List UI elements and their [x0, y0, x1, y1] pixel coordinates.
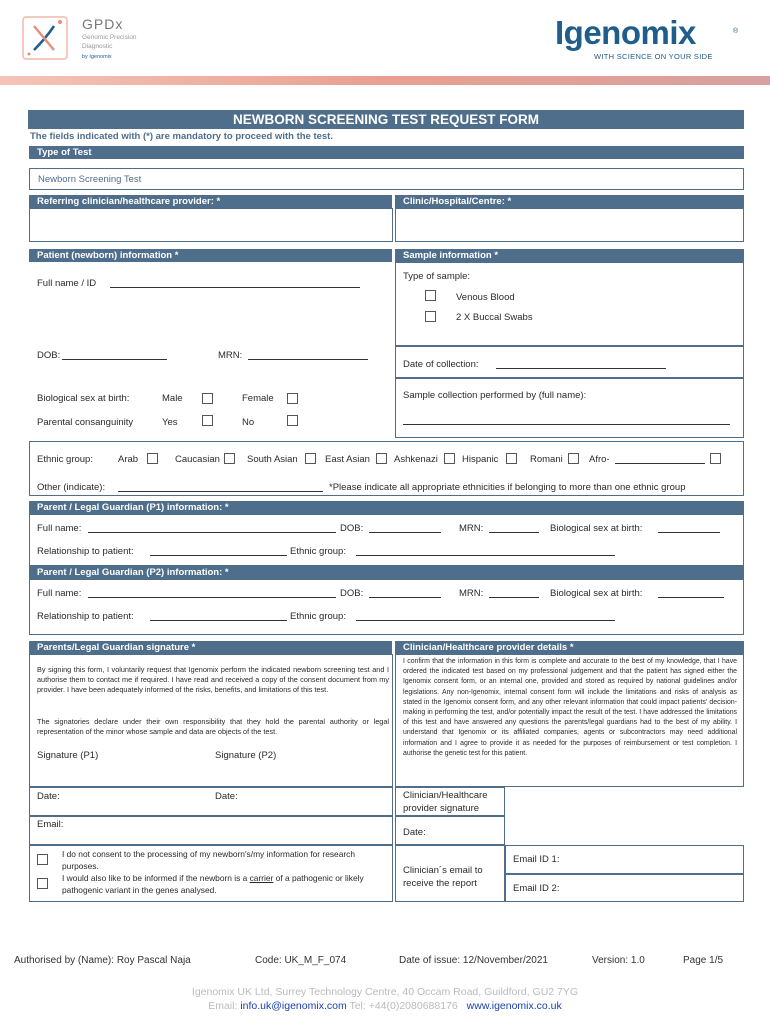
- clinician-signature-label-1: Clinician/Healthcare: [403, 790, 488, 801]
- consent-option-2: [62, 872, 392, 896]
- p1-full-name-line[interactable]: [88, 532, 336, 533]
- romani-checkbox[interactable]: [568, 453, 579, 464]
- clinician-declaration: I confirm that the information in this form is complete and accurate to the best of my knowledge, that I have ordered the indicated test based on my professional judgement and that the patient has signed either the Igenomix consent form, or an internal one, provided and stored as required by national guidelines and/or legislations. Any non-Igenomix, internal consent form will include the limitations and risks of analysis as stated in the Igenomix consent form, and any other relevant information that could impact patients' decision-making in performing the test, and/or potentially impact the result of the test. I have addressed the limitations of this test and have answered any questions the parents/legal guardians had to the best of my ability. I understand that Igenomix or its affiliated companies, agents or subcontractors may need additional information and I agree to provide it as needed for the purposes of reimbursement or test completion. I authorise the genetic test for this patient.: [403, 658, 737, 757]
- signature-p1-label: Signature (P1): [37, 750, 99, 761]
- mandatory-note: The fields indicated with (*) are mandatory to proceed with the test.: [30, 131, 333, 142]
- email-label: Email:: [37, 819, 64, 830]
- p1-header: Parent / Legal Guardian (P1) information: *: [29, 501, 744, 514]
- ethnicity-ashkenazi: Ashkenazi: [394, 454, 438, 465]
- carrier-info-checkbox[interactable]: [37, 878, 48, 889]
- p1-bio-sex-line[interactable]: [658, 532, 720, 533]
- p1-relationship-label: Relationship to patient:: [37, 546, 134, 557]
- date-of-collection-label: Date of collection:: [403, 359, 479, 370]
- consanguinity-label: Parental consanguinity: [37, 417, 134, 428]
- footer-page: Page 1/5: [683, 955, 724, 966]
- consent-text-2: The signatories declare under their own responsibility that they hold the parental authority or legal representation of the minor whose sample and data are objects of the test.: [37, 717, 389, 737]
- arab-checkbox[interactable]: [147, 453, 158, 464]
- p2-full-name-line[interactable]: [88, 597, 336, 598]
- type-of-test-header: Type of Test: [29, 146, 744, 159]
- venous-blood-checkbox[interactable]: [425, 290, 436, 301]
- p2-dob-label: DOB:: [340, 588, 364, 599]
- female-label: Female: [242, 393, 274, 404]
- buccal-swabs-label: 2 X Buccal Swabs: [456, 312, 533, 323]
- east-asian-checkbox[interactable]: [376, 453, 387, 464]
- igenomix-tagline: WITH SCIENCE ON YOUR SIDE: [594, 52, 713, 61]
- p2-header: Parent / Legal Guardian (P2) information: *: [29, 566, 744, 579]
- clinician-email-label-2: receive the report: [403, 878, 477, 889]
- other-indicate-label: Other (indicate):: [37, 482, 106, 493]
- header-stripe: [0, 76, 770, 85]
- clinic-field[interactable]: [395, 208, 744, 242]
- referring-clinician-field[interactable]: [29, 208, 393, 242]
- date-box: [29, 787, 393, 816]
- male-checkbox[interactable]: [202, 393, 213, 404]
- email-box[interactable]: [29, 816, 393, 845]
- p1-box: [29, 514, 744, 566]
- email-id-2-label: Email ID 2:: [513, 883, 560, 894]
- male-label: Male: [162, 393, 183, 404]
- p2-bio-sex-line[interactable]: [658, 597, 724, 598]
- signature-p2-label: Signature (P2): [215, 750, 277, 761]
- date-of-collection-line[interactable]: [496, 368, 666, 369]
- bio-sex-label: Biological sex at birth:: [37, 393, 130, 404]
- form-title: NEWBORN SCREENING TEST REQUEST FORM: [28, 110, 744, 129]
- footer-authorised: Authorised by (Name): Roy Pascal Naja: [14, 955, 191, 966]
- patient-header: Patient (newborn) information *: [29, 249, 392, 262]
- research-optout-checkbox[interactable]: [37, 854, 48, 865]
- ethnicity-east-asian: East Asian: [325, 454, 370, 465]
- p1-date-label: Date:: [37, 791, 60, 802]
- p2-relationship-label: Relationship to patient:: [37, 611, 134, 622]
- gpdx-by: by Igenomix: [82, 54, 112, 60]
- consent-text-1: By signing this form, I voluntarily request that Igenomix perform the indicated newborn screening test and I authorise them to contact me if required. I have read and received a copy of the consent document from my provider. I have been adequately informed of the risks, benefits, and limitations of this test.: [37, 665, 389, 695]
- other-indicate-line[interactable]: [118, 491, 323, 492]
- referring-clinician-header: Referring clinician/healthcare provider: *: [29, 195, 392, 208]
- gpdx-subtitle: Genomic Precision: [82, 34, 137, 41]
- ethnic-group-label: Ethnic group:: [37, 454, 93, 465]
- yes-checkbox[interactable]: [202, 415, 213, 426]
- email-id-1-label: Email ID 1:: [513, 854, 560, 865]
- p2-mrn-line[interactable]: [489, 597, 539, 598]
- dob-line[interactable]: [62, 359, 167, 360]
- ethnicity-romani: Romani: [530, 454, 563, 465]
- footer-date-of-issue: Date of issue: 12/November/2021: [399, 955, 548, 966]
- footer-email-link[interactable]: info.uk@igenomix.com: [240, 1000, 347, 1012]
- footer-code: Code: UK_M_F_074: [255, 955, 347, 966]
- ethnicity-caucasian: Caucasian: [175, 454, 220, 465]
- ethnicity-arab: Arab: [118, 454, 139, 465]
- p1-full-name-label: Full name:: [37, 523, 82, 534]
- gpdx-title: GPDx: [82, 16, 124, 32]
- clinician-email-label-1: Clinician´s email to: [403, 865, 483, 876]
- no-label: No: [242, 417, 255, 428]
- dob-label: DOB:: [37, 350, 61, 361]
- clinician-header: Clinician/Healthcare provider details *: [395, 641, 744, 654]
- buccal-swabs-checkbox[interactable]: [425, 311, 436, 322]
- consent-option-1: I do not consent to the processing of my newborn's/my information for research purposes.: [62, 849, 356, 871]
- sample-collection-by-label: Sample collection performed by (full name):: [403, 390, 587, 401]
- dna-icon: [20, 14, 74, 62]
- p1-dob-label: DOB:: [340, 523, 364, 534]
- p1-mrn-label: MRN:: [459, 523, 484, 534]
- igenomix-logo: Igenomix: [555, 14, 696, 51]
- footer-email-prefix: Email:: [208, 1000, 238, 1012]
- mrn-label: MRN:: [218, 350, 243, 361]
- south-asian-checkbox[interactable]: [305, 453, 316, 464]
- ethnicity-hispanic: Hispanic: [462, 454, 499, 465]
- footer-version: Version: 1.0: [592, 955, 645, 966]
- ethnicity-afro: Afro-: [589, 454, 610, 465]
- yes-label: Yes: [162, 417, 178, 428]
- gpdx-logo: [20, 14, 160, 64]
- p1-ethnic-group-line[interactable]: [356, 555, 615, 556]
- consent-option-2-a: I would also like to be informed if the newborn is a: [62, 873, 248, 883]
- venous-blood-label: Venous Blood: [456, 292, 515, 303]
- type-of-sample-label: Type of sample:: [403, 271, 471, 282]
- p2-date-label: Date:: [215, 791, 238, 802]
- p1-ethnic-group-label: Ethnic group:: [290, 546, 346, 557]
- p2-mrn-label: MRN:: [459, 588, 484, 599]
- afro-line[interactable]: [615, 463, 705, 464]
- footer-address: Igenomix UK Ltd, Surrey Technology Centre, 40 Occam Road, Guildford, GU2 7YG: [191, 986, 579, 998]
- type-of-test-field[interactable]: [29, 168, 744, 190]
- p1-mrn-line[interactable]: [489, 532, 539, 533]
- caucasian-checkbox[interactable]: [224, 453, 235, 464]
- footer-contact: [0, 1000, 770, 1012]
- p2-bio-sex-label: Biological sex at birth:: [550, 588, 643, 599]
- consent-option-2-c: of a pathogenic or likely pathogenic variant in the genes analysed.: [62, 873, 364, 895]
- type-of-test-value: Newborn Screening Test: [38, 174, 142, 185]
- clinician-signature-label-2: provider signature: [403, 803, 480, 814]
- p2-relationship-line[interactable]: [150, 620, 287, 621]
- ethnicity-south-asian: South Asian: [247, 454, 298, 465]
- mrn-line[interactable]: [248, 359, 368, 360]
- p1-bio-sex-label: Biological sex at birth:: [550, 523, 643, 534]
- sample-collection-by-line[interactable]: [403, 424, 730, 425]
- clinic-header: Clinic/Hospital/Centre: *: [395, 195, 744, 208]
- sample-header: Sample information *: [395, 249, 744, 262]
- full-name-line[interactable]: [110, 287, 360, 288]
- p1-dob-line[interactable]: [369, 532, 441, 533]
- ethnicity-note: *Please indicate all appropriate ethnicities if belonging to more than one ethnic group: [329, 482, 686, 493]
- carrier-word: carrier: [249, 873, 274, 883]
- registered-icon: ®: [733, 28, 739, 35]
- footer-website-link[interactable]: www.igenomix.co.uk: [466, 1000, 562, 1012]
- ashkenazi-checkbox[interactable]: [444, 453, 455, 464]
- p2-full-name-label: Full name:: [37, 588, 82, 599]
- no-checkbox[interactable]: [287, 415, 298, 426]
- p2-dob-line[interactable]: [369, 597, 441, 598]
- signature-header: Parents/Legal Guardian signature *: [29, 641, 392, 654]
- female-checkbox[interactable]: [287, 393, 298, 404]
- clinician-date-label: Date:: [403, 827, 426, 838]
- afro-checkbox[interactable]: [710, 453, 721, 464]
- hispanic-checkbox[interactable]: [506, 453, 517, 464]
- p1-relationship-line[interactable]: [150, 555, 287, 556]
- full-name-label: Full name / ID: [37, 278, 97, 289]
- footer-tel: Tel: +44(0)2080688176: [349, 1000, 458, 1012]
- p2-ethnic-group-line[interactable]: [356, 620, 615, 621]
- gpdx-subtitle-2: Diagnostic: [82, 43, 113, 50]
- sample-box-3: [395, 378, 744, 438]
- p2-ethnic-group-label: Ethnic group:: [290, 611, 346, 622]
